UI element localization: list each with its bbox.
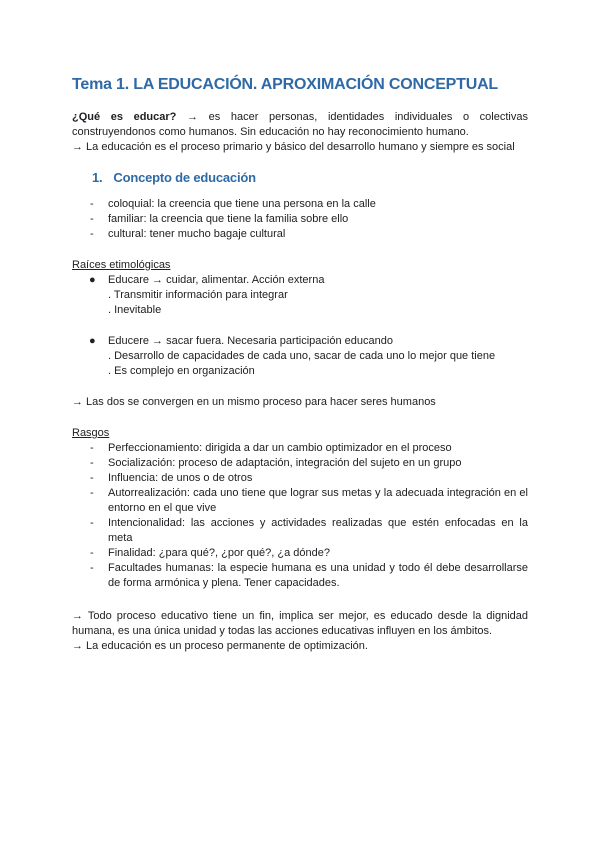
intro-line-2: → La educación es el proceso primario y básico del desarrollo humano y siempre es social	[72, 141, 515, 153]
concept-list	[72, 197, 528, 242]
list-item: - cultural: tener mucho bagaje cultural	[72, 227, 528, 242]
list-item: - coloquial: la creencia que tiene una persona en la calle	[72, 197, 528, 212]
list-item: - Perfeccionamiento: dirigida a dar un cambio optimizador en el proceso	[72, 441, 528, 456]
bullet-icon: ●	[89, 335, 96, 347]
bullet-educere	[72, 334, 528, 349]
closing-line-2: → La educación es un proceso permanente de optimización.	[72, 640, 368, 652]
educere-main: Educere → sacar fuera. Necesaria participación educando	[108, 335, 393, 347]
educare-main: Educare → cuidar, alimentar. Acción externa	[108, 274, 325, 286]
list-item: - Autorrealización: cada uno tiene que lograr sus metas y la adecuada integración en el entorno en el que vive	[72, 486, 528, 516]
intro-paragraph	[72, 110, 528, 140]
section-number: 1.	[92, 170, 103, 185]
rasgos-heading: Rasgos	[72, 427, 110, 439]
section-heading	[92, 169, 528, 187]
list-item: - familiar: la creencia que tiene la familia sobre ello	[72, 212, 528, 227]
list-item: - Influencia: de unos o de otros	[72, 471, 528, 486]
bullet-educare	[72, 273, 528, 288]
intro-block	[72, 110, 528, 155]
page-title: Tema 1. LA EDUCACIÓN. APROXIMACIÓN CONCEPTUAL	[72, 76, 498, 93]
section-title: Concepto de educación	[113, 170, 256, 185]
list-item: - Intencionalidad: las acciones y actividades realizadas que estén enfocadas en la meta	[72, 516, 528, 546]
bullet-icon: ●	[89, 274, 96, 286]
list-item: - Socialización: proceso de adaptación, integración del sujeto en un grupo	[72, 456, 528, 471]
rasgos-list	[72, 441, 528, 591]
list-item: - Facultades humanas: la especie humana es una unidad y todo él debe desarrollarse de forma armónica y plena. Tener capacidades.	[72, 561, 528, 591]
roots-conclusion: → Las dos se convergen en un mismo proceso para hacer seres humanos	[72, 396, 436, 408]
intro-question: ¿Qué es educar?	[72, 111, 177, 123]
educere-sub-2: . Es complejo en organización	[108, 365, 255, 377]
educare-sub-1: . Transmitir información para integrar	[108, 289, 288, 301]
roots-heading: Raíces etimológicas	[72, 259, 171, 271]
closing-block	[72, 609, 528, 654]
educere-sub-1: . Desarrollo de capacidades de cada uno, sacar de cada uno lo mejor que tiene	[108, 350, 496, 362]
intro-answer: → es hacer personas, identidades individuales o colectivas construyendonos como humanos. Sin educación no hay reconocimiento humano.	[72, 111, 528, 138]
list-item: - Finalidad: ¿para qué?, ¿por qué?, ¿a dónde?	[72, 546, 528, 561]
closing-line-1: → Todo proceso educativo tiene un fin, implica ser mejor, es educado desde la dignidad humana, es una única unidad y todas las acciones educativas influyen en los ámbitos.	[72, 610, 528, 637]
educare-sub-2: . Inevitable	[108, 304, 162, 316]
